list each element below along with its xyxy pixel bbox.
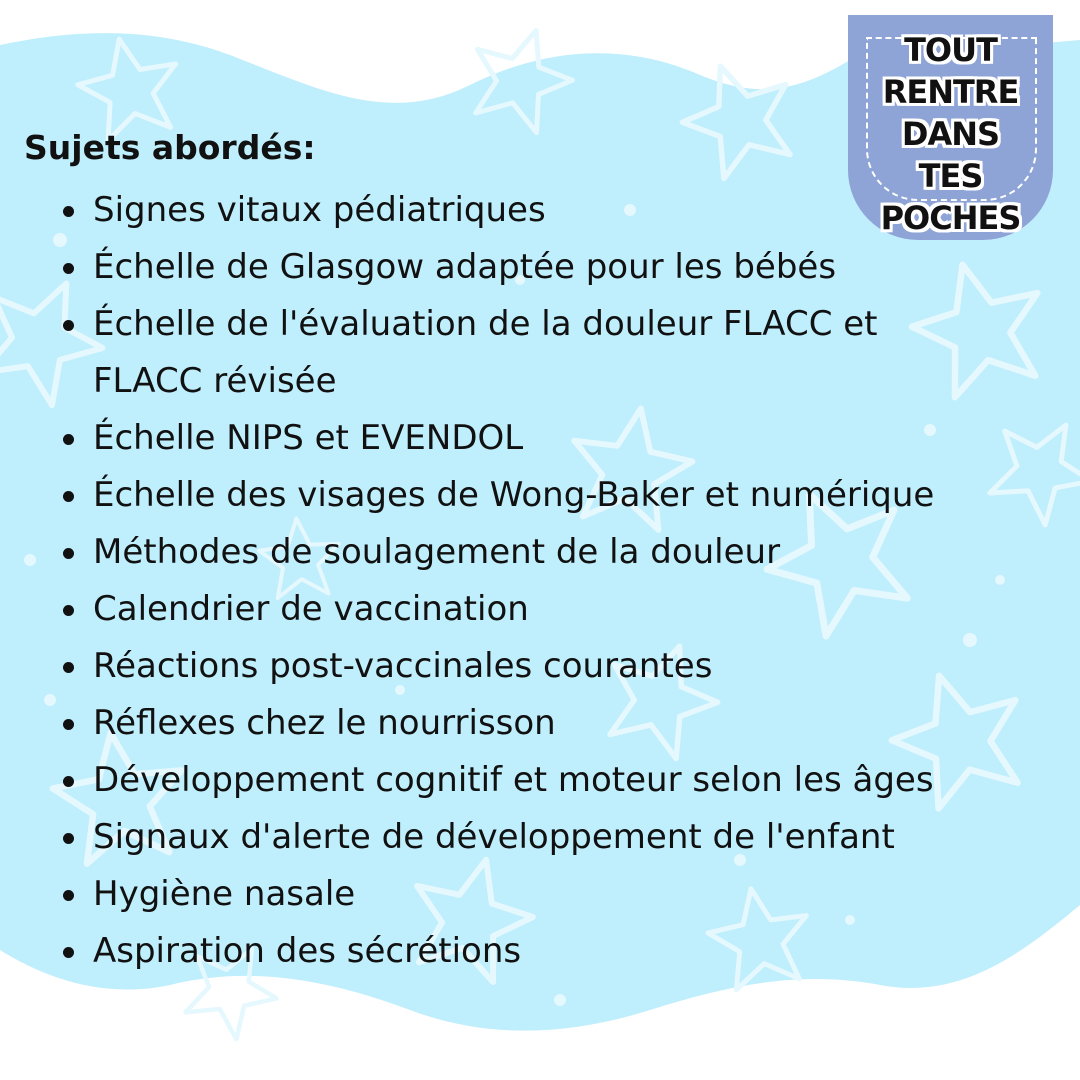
topic-item (93, 923, 963, 980)
badge-line: TOUT (904, 31, 997, 69)
bullet-icon (63, 719, 74, 730)
bullet-icon (63, 206, 74, 217)
badge-line: RENTRE (882, 73, 1019, 111)
topic-item (93, 695, 963, 752)
topic-text: Signes vitaux pédiatriques (93, 190, 546, 230)
badge-line: POCHES (880, 199, 1021, 237)
topic-text: Réflexes chez le nourrisson (93, 703, 556, 743)
topic-text: Échelle des visages de Wong-Baker et numérique (93, 475, 935, 515)
topic-item (93, 524, 963, 581)
topics-heading: Sujets abordés: (24, 128, 316, 167)
topic-text: Signaux d'alerte de développement de l'enfant (93, 817, 895, 857)
bullet-icon (63, 491, 74, 502)
topic-item (93, 866, 963, 923)
topic-item (93, 638, 963, 695)
topic-item (93, 182, 963, 239)
topic-text: Développement cognitif et moteur selon les âges (93, 760, 934, 800)
topic-text: Hygiène nasale (93, 874, 356, 914)
topic-text: Calendrier de vaccination (93, 589, 529, 629)
badge-line: DANS (901, 115, 1000, 153)
badge-line: TES (918, 157, 983, 195)
bullet-icon (63, 548, 74, 559)
topic-item (93, 467, 963, 524)
topic-text: Échelle de Glasgow adaptée pour les bébés (93, 247, 837, 287)
topic-item (93, 410, 963, 467)
topic-item (93, 809, 963, 866)
topic-item (93, 239, 963, 296)
topic-text: Réactions post-vaccinales courantes (93, 646, 713, 686)
bullet-icon (63, 605, 74, 616)
topic-text: Échelle NIPS et EVENDOL (93, 418, 524, 458)
bullet-icon (63, 662, 74, 673)
topic-item (93, 581, 963, 638)
topic-text: Méthodes de soulagement de la douleur (93, 532, 781, 572)
bullet-icon (63, 263, 74, 274)
topic-text: Échelle de l'évaluation de la douleur FLACC et FLACC révisée (93, 304, 878, 401)
bullet-icon (63, 320, 74, 331)
bullet-icon (63, 776, 74, 787)
bullet-icon (63, 434, 74, 445)
topic-item (93, 296, 963, 410)
bullet-icon (63, 890, 74, 901)
bullet-icon (63, 833, 74, 844)
bullet-icon (63, 947, 74, 958)
topic-item (93, 752, 963, 809)
topics-list (93, 182, 993, 980)
topic-text: Aspiration des sécrétions (93, 931, 522, 971)
